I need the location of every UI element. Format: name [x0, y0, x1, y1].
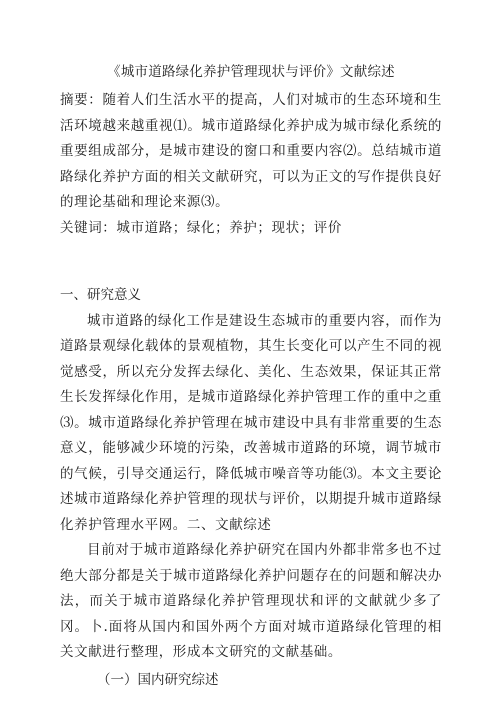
section-heading-research-significance: 一、研究意义	[60, 287, 141, 303]
document-title: 《城市道路绿化养护管理现状与评价》文献综述	[107, 64, 395, 80]
research-significance-paragraph: 城市道路的绿化工作是建设生态城市的重要内容，而作为道路景观绿化载体的景观植物，其生长变化可以产生不同的视觉感受，所以充分发挥去绿化、美化、生态效果，保证其正常生长发挥绿化作用，是城市道路绿化养护管理工作的重中之重⑶。城市道路绿化养护管理在城市建设中具有非常重要的生态意义，能够减少环境的污染，改善城市道路的环境，调节城市的气候，引导交通运行，降低城市噪音等功能⑶。本文主要论述城市道路绿化养护管理的现状与评价，以期提升城市道路绿化养护管理水平网。二、文献综述	[60, 312, 442, 533]
literature-review-paragraph: 目前对于城市道路绿化养护研究在国内外都非常多也不过绝大部分都是关于城市道路绿化养护问题存在的问题和解决办法，而关于城市道路绿化养护管理现状和评的文献就少多了冈。卜.面将从国内和国外两个方面对城市道路绿化管理的相关文献进行整理，形成本文研究的文献基础。	[60, 542, 442, 660]
keywords-line: 关键词：城市道路；绿化；养护；现状；评价	[60, 219, 342, 236]
subsection-heading-domestic-review: （一）国内研究综述	[97, 671, 219, 688]
abstract-paragraph: 摘要：随着人们生活水平的提高，人们对城市的生态环境和生活环境越来越重视⑴。城市道路绿化养护成为城市绿化系统的重要组成部分，是城市建设的窗口和重要内容⑵。总结城市道路绿化养护方面的相关文献研究，可以为正文的写作提供良好的理论基础和理论来源⑶。	[60, 92, 442, 210]
